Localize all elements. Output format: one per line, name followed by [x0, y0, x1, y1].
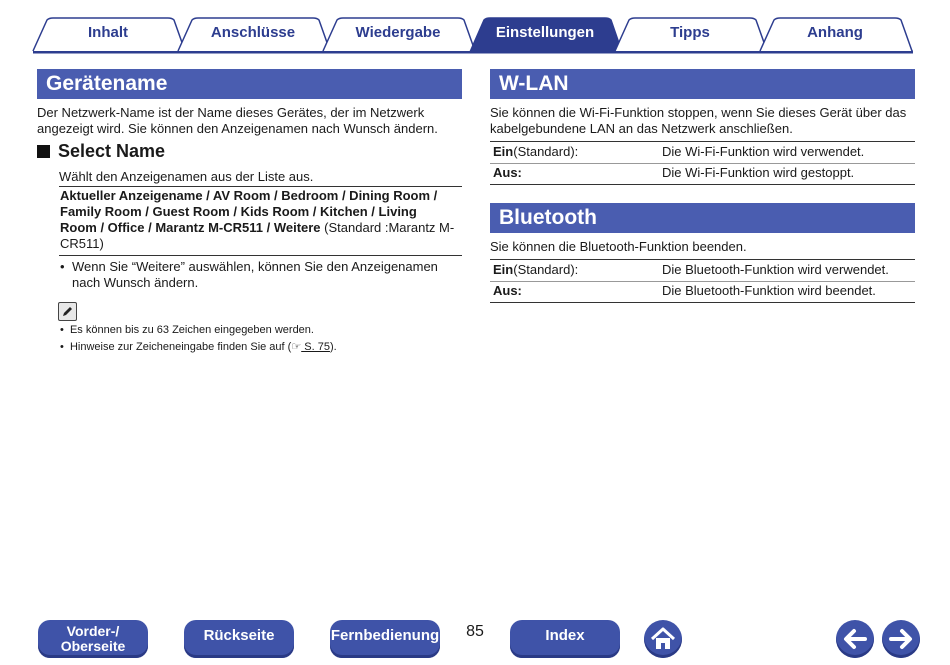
- bullet-text-1: Wenn Sie “Weitere” auswählen, können Sie den Anzeigenamen: [72, 259, 438, 274]
- arrow-right-icon: [882, 620, 920, 658]
- note-text-2-prefix: Hinweise zur Zeicheneingabe finden Sie auf (: [69, 341, 292, 353]
- tab-bar: [0, 0, 950, 56]
- tab-inhalt[interactable]: Inhalt: [88, 24, 128, 41]
- note-text-1: Es können bis zu 63 Zeichen eingegeben werden.: [69, 324, 314, 336]
- select-name-label: Select Name: [58, 141, 166, 161]
- bullet-text-2: nach Wunsch ändern.: [72, 275, 199, 290]
- tab-wiedergabe[interactable]: Wiedergabe: [355, 24, 441, 41]
- bt-row-ein-value: Die Bluetooth-Funktion wird verwendet.: [662, 262, 889, 277]
- select-name-heading: [37, 140, 165, 162]
- page-reference-link[interactable]: S. 75: [301, 341, 330, 353]
- wlan-intro-line-1: Sie können die Wi-Fi-Funktion stoppen, wenn Sie dieses Gerät über das: [490, 105, 907, 120]
- table-border: [490, 259, 915, 260]
- key-bold: Ein: [493, 262, 514, 277]
- tab-tipps[interactable]: Tipps: [670, 24, 710, 41]
- table-border: [490, 141, 915, 142]
- divider: [59, 255, 462, 256]
- key-rest: (Standard):: [513, 262, 579, 277]
- table-row-divider: [490, 163, 915, 164]
- section-title-wlan: W-LAN: [490, 69, 915, 99]
- bullet-icon: •: [60, 259, 65, 274]
- list-item: [60, 259, 462, 291]
- options-default-cont: CR511): [60, 236, 104, 251]
- options-default: (Standard :Marantz M-: [320, 220, 455, 235]
- arrow-left-icon: [836, 620, 874, 658]
- options-line-1: Aktueller Anzeigename / AV Room / Bedroom / Dining Room /: [60, 188, 438, 203]
- bt-row-ein-key: [493, 262, 578, 278]
- select-name-options: [60, 188, 462, 252]
- tab-anschluesse[interactable]: Anschlüsse: [210, 24, 296, 41]
- table-row-divider: [490, 281, 915, 282]
- bt-row-aus-key: [493, 283, 522, 299]
- hand-pointer-icon: ☞: [291, 341, 302, 353]
- select-name-intro: Wählt den Anzeigenamen aus der Liste aus.: [59, 169, 314, 184]
- options-line-3: Room / Office / Marantz M-CR511 / Weitere: [60, 220, 321, 235]
- divider: [59, 186, 462, 187]
- tab-einstellungen[interactable]: Einstellungen: [495, 24, 595, 41]
- previous-page-button[interactable]: [836, 620, 874, 658]
- front-top-button[interactable]: [38, 620, 148, 658]
- wlan-row-aus-key: [493, 165, 522, 181]
- page-number: 85: [466, 623, 484, 640]
- section-title-bluetooth: Bluetooth: [490, 203, 915, 233]
- key-rest: (Standard):: [513, 144, 579, 159]
- options-line-2: Family Room / Guest Room / Kids Room / Kitchen / Living: [60, 204, 417, 219]
- square-bullet-icon: [37, 145, 50, 158]
- home-button[interactable]: [644, 620, 682, 658]
- wlan-row-ein-key: [493, 144, 578, 160]
- wlan-row-ein-value: Die Wi-Fi-Funktion wird verwendet.: [662, 144, 865, 159]
- key-bold: Aus:: [493, 165, 522, 180]
- bluetooth-intro: Sie können die Bluetooth-Funktion beenden.: [490, 239, 747, 254]
- wlan-intro: [490, 105, 915, 137]
- wlan-intro-line-2: kabelgebundene LAN an das Netzwerk anschließen.: [490, 121, 793, 136]
- section-title-geraetename: Gerätename: [37, 69, 462, 99]
- key-bold: Aus:: [493, 283, 522, 298]
- remote-control-button[interactable]: Fernbedienung: [330, 620, 440, 658]
- tab-anhang[interactable]: Anhang: [807, 24, 863, 41]
- pencil-note-icon: [58, 302, 77, 321]
- wlan-row-aus-value: Die Wi-Fi-Funktion wird gestoppt.: [662, 165, 855, 180]
- list-item: • Hinweise zur Zeicheneingabe finden Sie auf (☞ S. 75).: [60, 341, 337, 353]
- front-top-label-1: Vorder-/: [66, 623, 120, 639]
- bt-row-aus-value: Die Bluetooth-Funktion wird beendet.: [662, 283, 876, 298]
- table-border: [490, 184, 915, 185]
- next-page-button[interactable]: [882, 620, 920, 658]
- geraetename-intro: Der Netzwerk-Name ist der Name dieses Gerätes, der im Netzwerk angezeigt wird. Sie können den Anzeigenamen nach Wunsch ändern.: [37, 105, 438, 136]
- table-border: [490, 302, 915, 303]
- home-icon: [644, 620, 682, 658]
- note-text-2-suffix: ).: [329, 341, 337, 353]
- back-side-button[interactable]: Rückseite: [184, 620, 294, 658]
- note-list: [60, 322, 460, 356]
- index-button[interactable]: Index: [510, 620, 620, 658]
- front-top-label-2: Oberseite: [60, 638, 126, 654]
- key-bold: Ein: [493, 144, 514, 159]
- list-item: • Es können bis zu 63 Zeichen eingegeben werden.: [60, 324, 314, 336]
